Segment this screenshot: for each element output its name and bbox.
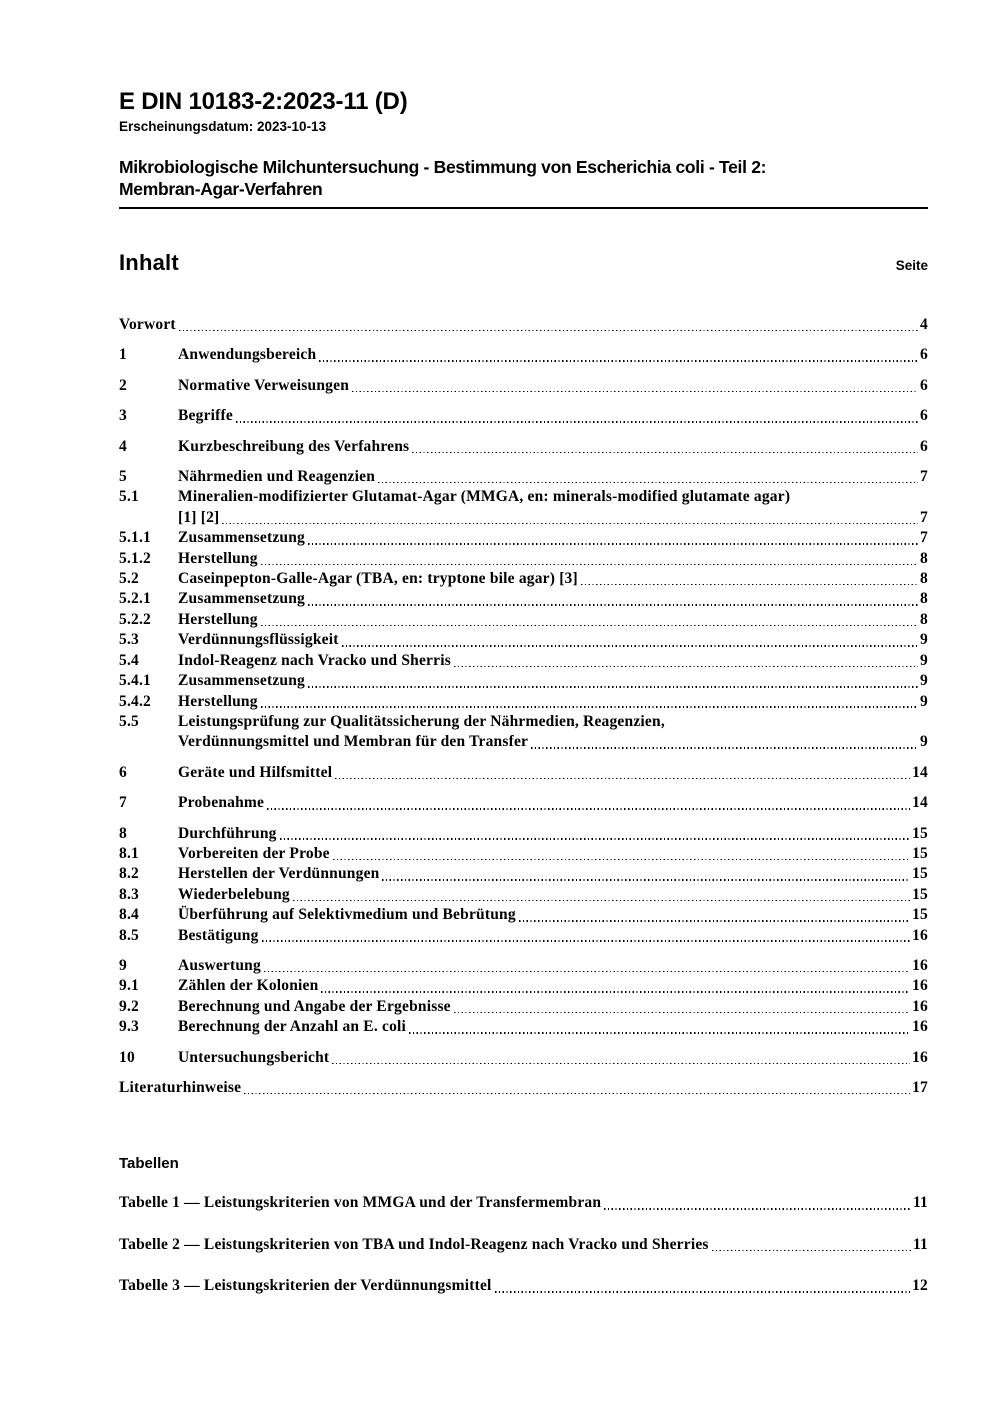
toc-entry-page: 15 — [912, 906, 928, 924]
toc-entry[interactable] — [119, 467, 928, 487]
dot-leader — [332, 1063, 910, 1065]
toc-entry-label: Nährmedien und Reagenzien — [178, 468, 376, 486]
toc-header — [119, 250, 928, 276]
toc-entry[interactable] — [119, 1078, 928, 1098]
dot-leader — [342, 645, 918, 647]
doc-number: E DIN 10183-2:2023-11 (D) — [119, 88, 408, 115]
toc-entry-label: Tabelle 3 — Leistungskriterien der Verdünnungsmittel — [119, 1277, 492, 1295]
dot-leader — [280, 838, 911, 840]
toc-entry-page: 8 — [920, 570, 928, 588]
dot-leader — [519, 920, 910, 922]
toc-entry[interactable] — [119, 610, 928, 630]
toc-entry-label: Probenahme — [178, 794, 265, 812]
toc-entry-number: 9 — [119, 956, 127, 974]
toc-entry-label: Leistungsprüfung zur Qualitätssicherung der Nährmedien, Reagenzien, — [178, 712, 665, 730]
toc-entry-number: 8.4 — [119, 906, 139, 924]
toc-entry-label: Indol-Reagenz nach Vracko und Sherris — [178, 651, 451, 669]
dot-leader — [454, 1012, 910, 1014]
toc-entry-label: Auswertung — [178, 956, 261, 974]
dot-leader — [412, 452, 918, 454]
toc-entry-number: 5.5 — [119, 712, 139, 730]
toc-entry-page: 15 — [912, 885, 928, 903]
toc-entry-label: Zählen der Kolonien — [178, 977, 319, 995]
toc-entry-label: Verdünnungsmittel und Membran für den Transfer — [178, 733, 529, 751]
toc-entry[interactable] — [119, 844, 928, 864]
dot-leader — [531, 747, 918, 749]
toc-entry[interactable] — [119, 651, 928, 671]
toc-entry-page: 8 — [920, 590, 928, 608]
dot-leader — [495, 1291, 911, 1293]
toc-entry-number: 8.3 — [119, 885, 139, 903]
dot-leader — [261, 706, 918, 708]
dot-leader — [308, 543, 918, 545]
toc-entry-number: 9.3 — [119, 1018, 139, 1036]
toc-entry-label: Mineralien-modifizierter Glutamat-Agar (MMGA, en: minerals-modified glutamate agar) — [178, 488, 791, 506]
toc-entry-page: 9 — [920, 651, 928, 669]
doc-title-line1: Mikrobiologische Milchuntersuchung - Bestimmung von Escherichia coli - Teil 2: — [119, 157, 767, 177]
toc-entry[interactable] — [119, 926, 928, 946]
toc-entry-number: 5 — [119, 468, 127, 486]
table-entry-list — [119, 1193, 928, 1296]
doc-title-line2: Membran-Agar-Verfahren — [119, 178, 323, 199]
toc-entry-number: 5.2 — [119, 570, 139, 588]
toc-entry-number: 2 — [119, 376, 127, 394]
toc-entry[interactable] — [119, 1048, 928, 1068]
toc-entry-page: 7 — [920, 468, 928, 486]
toc-entry-number: 8.2 — [119, 865, 139, 883]
toc-entry[interactable] — [119, 376, 928, 396]
toc-entry-number: 9.1 — [119, 977, 139, 995]
toc-entry-label: Durchführung — [178, 824, 277, 842]
toc-entry-label: Untersuchungsbericht — [178, 1048, 330, 1066]
toc-entry-label: Tabelle 2 — Leistungskriterien von TBA und Indol-Reagenz nach Vracko und Sherries — [119, 1235, 709, 1253]
toc-entry-page: 7 — [920, 508, 928, 526]
toc-entry-label: Begriffe — [178, 407, 233, 425]
toc-entry-number: 5.1 — [119, 488, 139, 506]
toc-entry[interactable] — [119, 692, 928, 712]
toc-entry-label: Zusammensetzung — [178, 672, 306, 690]
dot-leader — [308, 604, 918, 606]
tables-section-heading: Tabellen — [119, 1155, 179, 1173]
toc-entry-page: 4 — [920, 316, 928, 333]
toc-entry-label: Berechnung und Angabe der Ergebnisse — [178, 997, 451, 1015]
toc-entry-page: 16 — [912, 1018, 928, 1036]
dot-leader — [333, 859, 910, 861]
toc-entry-page: 8 — [920, 610, 928, 628]
publication-date: Erscheinungsdatum: 2023-10-13 — [119, 119, 327, 134]
toc-entry[interactable] — [119, 885, 928, 905]
toc-entry[interactable] — [119, 569, 928, 589]
toc-entry-page: 15 — [912, 865, 928, 883]
toc-entry-number: 5.4.2 — [119, 692, 151, 710]
toc-entry-number: 10 — [119, 1048, 135, 1066]
toc-entry-label: Vorwort — [119, 316, 176, 333]
toc-entry-number: 7 — [119, 794, 127, 812]
dot-leader — [261, 564, 918, 566]
toc-entry-continuation[interactable] — [119, 508, 928, 528]
toc-entry-page: 16 — [912, 926, 928, 944]
toc-entry-number: 6 — [119, 763, 127, 781]
table-entry[interactable] — [119, 1235, 928, 1255]
toc-entry-page: 6 — [920, 346, 928, 364]
toc-entry[interactable] — [119, 997, 928, 1017]
toc-entry-label-italic: E. coli — [363, 1018, 407, 1036]
toc-entry[interactable] — [119, 549, 928, 569]
toc-entry-number: 5.3 — [119, 631, 139, 649]
toc-entry-page: 15 — [912, 844, 928, 862]
dot-leader — [319, 360, 918, 362]
toc-entry[interactable] — [119, 487, 928, 507]
toc-entry-number: 8 — [119, 824, 127, 842]
toc-entry[interactable] — [119, 763, 928, 783]
toc-entry-page: 16 — [912, 1048, 928, 1066]
dot-leader — [262, 940, 911, 942]
table-entry[interactable] — [119, 1276, 928, 1296]
toc-entry[interactable] — [119, 976, 928, 996]
dot-leader — [179, 330, 918, 332]
toc-entry[interactable] — [119, 671, 928, 691]
dot-leader — [382, 879, 910, 881]
dot-leader — [409, 1032, 910, 1034]
toc-entry[interactable] — [119, 793, 928, 813]
toc-entry[interactable] — [119, 712, 928, 732]
dot-leader — [236, 421, 918, 423]
toc-entry[interactable] — [119, 528, 928, 548]
toc-entry-page: 16 — [912, 977, 928, 995]
toc-entry-page: 6 — [920, 437, 928, 455]
table-entry[interactable] — [119, 1193, 928, 1213]
toc-entry-page: 11 — [912, 1235, 928, 1253]
toc-entry-number: 8.5 — [119, 926, 139, 944]
toc-entry[interactable] — [119, 315, 928, 335]
toc-entry-number: 5.1.1 — [119, 529, 151, 547]
dot-leader — [264, 971, 910, 973]
dot-leader — [267, 808, 910, 810]
toc-entry[interactable] — [119, 864, 928, 884]
toc-entry-label: Überführung auf Selektivmedium und Bebrütung — [178, 906, 516, 924]
toc-entry-label: Normative Verweisungen — [178, 376, 350, 394]
toc-entry-page: 9 — [920, 692, 928, 710]
toc-entry[interactable] — [119, 406, 928, 426]
toc-entry[interactable] — [119, 437, 928, 457]
toc-entry-number: 5.2.2 — [119, 610, 151, 628]
toc-entry-page: 11 — [912, 1194, 928, 1212]
toc-entry-page: 6 — [920, 376, 928, 394]
toc-entry-label: Zusammensetzung — [178, 590, 306, 608]
toc-entry-number: 1 — [119, 346, 127, 364]
toc-list — [119, 315, 928, 1098]
toc-entry-label: Berechnung der Anzahl an — [178, 1018, 364, 1036]
dot-leader — [261, 625, 918, 627]
toc-entry-number: 5.2.1 — [119, 590, 151, 608]
toc-entry-page: 14 — [912, 794, 928, 812]
toc-entry[interactable] — [119, 589, 928, 609]
dot-leader — [454, 666, 918, 668]
toc-entry-page: 9 — [920, 733, 928, 751]
toc-entry-page: 9 — [920, 672, 928, 690]
toc-entry-page: 9 — [920, 631, 928, 649]
toc-heading: Inhalt — [119, 250, 179, 275]
toc-entry-label: Verdünnungsflüssigkeit — [178, 631, 339, 649]
toc-entry-label: Herstellung — [178, 610, 258, 628]
toc-entry-label: Caseinpepton-Galle-Agar (TBA, en: tryptone bile agar) [3] — [178, 570, 578, 588]
dot-leader — [321, 991, 910, 993]
toc-entry-label: Vorbereiten der Probe — [178, 844, 330, 862]
toc-entry-label: [1] [2] — [178, 508, 220, 526]
page-column-label: Seite — [895, 258, 928, 273]
toc-entry-page: 16 — [912, 956, 928, 974]
toc-entry-number: 3 — [119, 407, 127, 425]
toc-entry-page: 14 — [912, 763, 928, 781]
toc-entry-label: Literaturhinweise — [119, 1079, 242, 1096]
toc-entry-page: 8 — [920, 549, 928, 567]
toc-entry[interactable] — [119, 956, 928, 976]
dot-leader — [293, 900, 910, 902]
dot-leader — [335, 778, 910, 780]
dot-leader — [308, 686, 918, 688]
dot-leader — [581, 584, 918, 586]
dot-leader — [378, 482, 918, 484]
toc-entry-label: Herstellung — [178, 692, 258, 710]
toc-entry[interactable] — [119, 630, 928, 650]
toc-entry-label: Geräte und Hilfsmittel — [178, 763, 333, 781]
toc-entry-label: Herstellung — [178, 549, 258, 567]
toc-entry-page: 12 — [912, 1277, 928, 1295]
toc-entry-number: 5.1.2 — [119, 549, 151, 567]
toc-entry-label: Kurzbeschreibung des Verfahrens — [178, 437, 410, 455]
dot-leader — [352, 391, 918, 393]
toc-entry-number: 8.1 — [119, 844, 139, 862]
toc-entry-number: 9.2 — [119, 997, 139, 1015]
toc-entry[interactable] — [119, 1017, 928, 1037]
dot-leader — [604, 1208, 911, 1210]
toc-entry-page: 17 — [912, 1079, 928, 1096]
toc-entry[interactable] — [119, 905, 928, 925]
dot-leader — [712, 1250, 911, 1252]
toc-entry-number: 4 — [119, 437, 127, 455]
toc-entry-continuation[interactable] — [119, 732, 928, 752]
toc-entry-label: Wiederbelebung — [178, 885, 290, 903]
toc-entry-label: Tabelle 1 — Leistungskriterien von MMGA und der Transfermembran — [119, 1194, 602, 1212]
toc-entry-label: Anwendungsbereich — [178, 346, 317, 364]
toc-entry-number: 5.4.1 — [119, 672, 151, 690]
toc-entry[interactable] — [119, 345, 928, 365]
toc-entry-label: Zusammensetzung — [178, 529, 306, 547]
toc-entry-label: Bestätigung — [178, 926, 259, 944]
toc-entry-page: 7 — [920, 529, 928, 547]
toc-entry[interactable] — [119, 824, 928, 844]
toc-entry-page: 6 — [920, 407, 928, 425]
toc-entry-page: 16 — [912, 997, 928, 1015]
dot-leader — [222, 523, 918, 525]
dot-leader — [244, 1093, 910, 1095]
doc-title — [119, 157, 928, 209]
toc-entry-number: 5.4 — [119, 651, 139, 669]
toc-entry-label: Herstellen der Verdünnungen — [178, 865, 380, 883]
toc-entry-page: 15 — [912, 824, 928, 842]
